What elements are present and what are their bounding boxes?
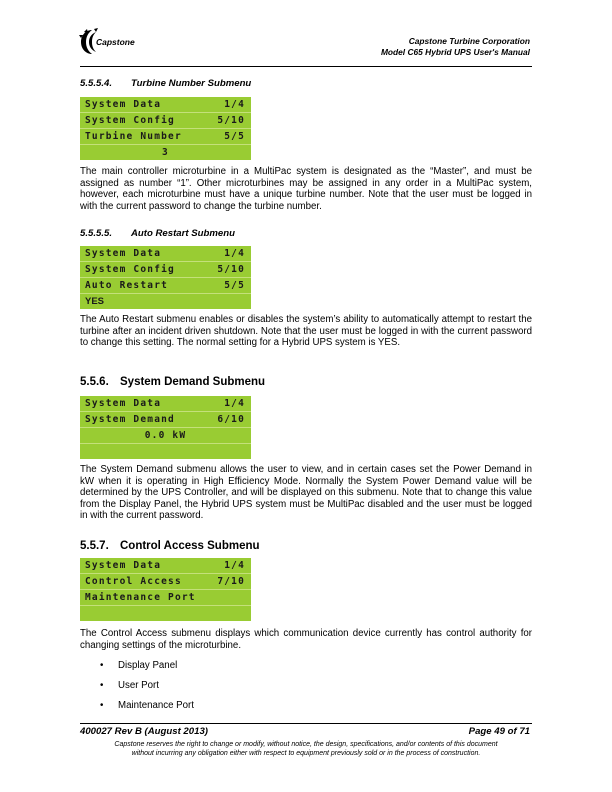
section-heading-turbine-number: 5.5.5.4. Turbine Number Submenu [80,78,252,89]
footer-disclaimer: Capstone reserves the right to change or modify, without notice, the design, specifications, and/or contents of this document without incurring any obligation either with respect to equipment previously sold or in the process of construction. [114,741,498,757]
paragraph-control-access: The Control Access submenu displays which communication device currently has control authority for changing settings of the microturbine. [80,628,532,651]
lcd-row: System Config 5/10 [80,113,251,129]
lcd-row: System Demand 6/10 [80,412,251,428]
lcd-row: Maintenance Port [80,590,251,606]
list-item: • Display Panel [100,660,178,671]
lcd-row [80,444,251,459]
lcd-row: 3 [162,147,169,158]
bullet-icon: • [100,700,104,711]
bullet-icon: • [100,680,104,691]
lcd-row: Control Access 7/10 [80,574,251,590]
company-name: Capstone Turbine Corporation [408,36,530,46]
lcd-row: 0.0 kW [80,428,251,444]
document-header [381,36,530,58]
list-item: • Maintenance Port [100,700,194,711]
lcd-display-auto-restart [80,246,251,309]
lcd-row: System Data 1/4 [80,558,251,574]
section-heading-auto-restart: 5.5.5.5. Auto Restart Submenu [80,228,235,239]
section-heading-control-access: 5.5.7. Control Access Submenu [80,540,260,552]
footer-divider [80,723,532,724]
bullet-icon: • [100,660,104,671]
list-item: • User Port [100,680,159,691]
lcd-display-control-access [80,558,251,621]
lcd-row: System Data 1/4 [80,97,251,113]
paragraph-turbine-number: The main controller microturbine in a MultiPac system is designated as the “Master”, and must be assigned as number “1”. Other microturbines may be assigned in any order in a MultiPac system, however, each microturbine must have a unique turbine number. Note that the user must be logged in with the current password to change the turbine number. [80,166,532,212]
lcd-row: System Data 1/4 [80,246,251,262]
header-divider [80,66,532,67]
lcd-row [80,606,251,621]
document-id: 400027 Rev B (August 2013) [80,726,208,737]
lcd-row: Turbine Number 5/5 [80,129,251,145]
lcd-row: YES [85,296,105,307]
paragraph-auto-restart: The Auto Restart submenu enables or disables the system’s ability to automatically attempt to restart the turbine after an incident driven shutdown. Note that the user must be logged in with the current password to change this setting. The normal setting for a Hybrid UPS system is YES. [80,314,532,348]
lcd-row: Auto Restart 5/5 [80,278,251,294]
lcd-row: System Data 1/4 [80,396,251,412]
lcd-display-turbine-number [80,97,251,160]
manual-title: Model C65 Hybrid UPS User's Manual [380,47,530,57]
capstone-logo [78,27,148,57]
lcd-display-system-demand [80,396,251,459]
section-heading-system-demand: 5.5.6. System Demand Submenu [80,376,266,388]
page-number: Page 49 of 71 [468,726,530,737]
lcd-row: System Config 5/10 [80,262,251,278]
paragraph-system-demand: The System Demand submenu allows the user to view, and in certain cases set the Power Demand in kW when it is operating in High Efficiency Mode. Normally the System Power Demand value will be determined by the UPS Controller, and will be displayed on this submenu. Note that to change this value from the Display Panel, the Hybrid UPS system must be MultiPac disabled and the user must be logged in with the current password. [80,464,532,521]
svg-text:Capstone: Capstone [96,37,135,47]
